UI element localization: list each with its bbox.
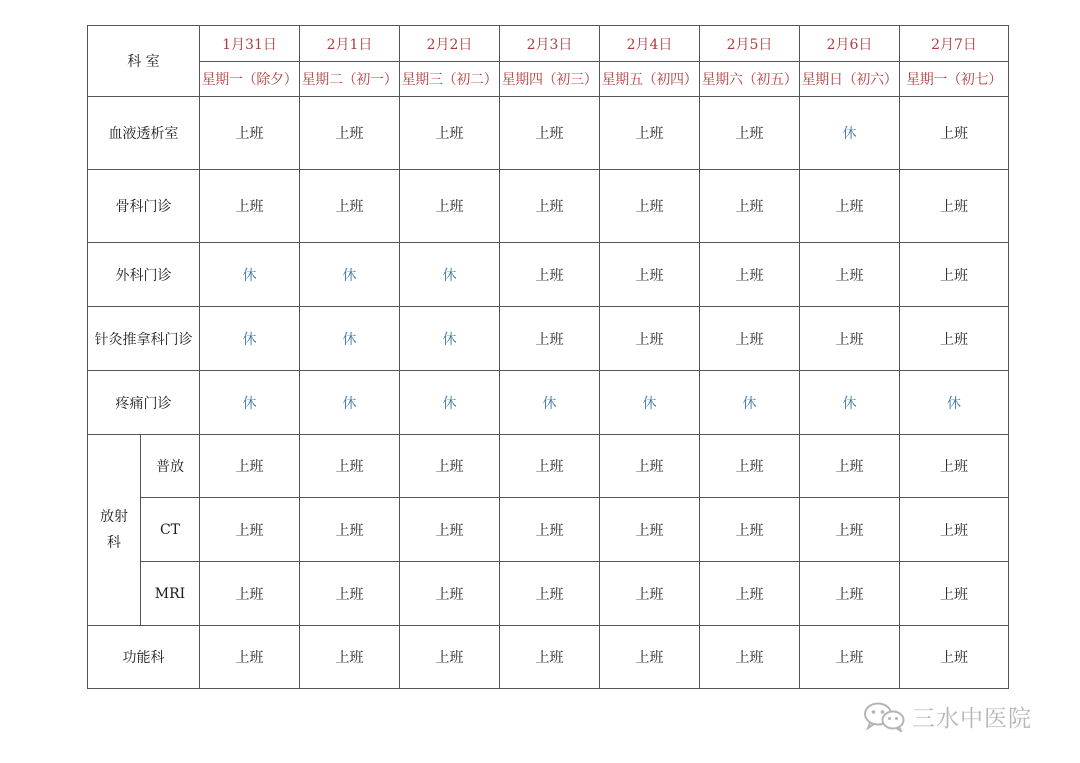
status-cell: 休 <box>300 307 400 371</box>
dept-name-cell: 血液透析室 <box>88 97 200 170</box>
status-cell: 上班 <box>900 307 1009 371</box>
table-row <box>88 626 1009 689</box>
status-cell: 上班 <box>900 626 1009 689</box>
status-cell: 上班 <box>700 97 800 170</box>
status-cell: 上班 <box>900 170 1009 243</box>
weekday-cell: 星期日（初六） <box>800 62 900 97</box>
status-cell: 上班 <box>800 626 900 689</box>
weekday-cell: 星期一（初七） <box>900 62 1009 97</box>
status-cell: 上班 <box>200 170 300 243</box>
status-cell: 休 <box>700 371 800 435</box>
status-cell: 上班 <box>300 498 400 562</box>
status-cell: 上班 <box>700 243 800 307</box>
status-cell: 上班 <box>600 626 700 689</box>
status-cell: 上班 <box>300 97 400 170</box>
status-cell: 上班 <box>800 562 900 626</box>
status-cell: 休 <box>200 371 300 435</box>
status-cell: 上班 <box>700 498 800 562</box>
date-cell: 2月2日 <box>400 26 500 62</box>
table-row <box>88 170 1009 243</box>
status-cell: 上班 <box>500 498 600 562</box>
status-cell: 休 <box>500 371 600 435</box>
status-cell: 上班 <box>500 435 600 498</box>
status-cell: 上班 <box>800 243 900 307</box>
table-row <box>88 97 1009 170</box>
status-cell: 上班 <box>600 170 700 243</box>
status-cell: 上班 <box>400 97 500 170</box>
status-cell: 上班 <box>600 307 700 371</box>
dept-name-cell: 外科门诊 <box>88 243 200 307</box>
radiology-group-label: 放射科 <box>99 509 128 551</box>
status-cell: 上班 <box>700 170 800 243</box>
status-cell: 休 <box>800 97 900 170</box>
status-cell: 上班 <box>600 435 700 498</box>
status-cell: 上班 <box>200 435 300 498</box>
status-cell: 休 <box>300 243 400 307</box>
date-cell: 1月31日 <box>200 26 300 62</box>
status-cell: 上班 <box>400 435 500 498</box>
status-cell: 上班 <box>300 562 400 626</box>
table-row <box>88 243 1009 307</box>
status-cell: 上班 <box>700 626 800 689</box>
date-cell: 2月3日 <box>500 26 600 62</box>
status-cell: 上班 <box>900 498 1009 562</box>
status-cell: 休 <box>400 307 500 371</box>
status-cell: 上班 <box>200 626 300 689</box>
dept-name-cell: 功能科 <box>88 626 200 689</box>
status-cell: 上班 <box>200 97 300 170</box>
status-cell: 上班 <box>300 626 400 689</box>
status-cell: 上班 <box>800 307 900 371</box>
status-cell: 上班 <box>500 97 600 170</box>
date-cell: 2月7日 <box>900 26 1009 62</box>
status-cell: 上班 <box>500 307 600 371</box>
status-cell: 上班 <box>500 243 600 307</box>
status-cell: 上班 <box>600 97 700 170</box>
status-cell: 上班 <box>400 170 500 243</box>
status-cell: 上班 <box>700 307 800 371</box>
status-cell: 休 <box>600 371 700 435</box>
status-cell: 上班 <box>800 170 900 243</box>
radiology-group-cell <box>88 435 141 626</box>
weekday-cell: 星期六（初五） <box>700 62 800 97</box>
date-cell: 2月6日 <box>800 26 900 62</box>
header-weekday-row <box>88 62 1009 97</box>
status-cell: 休 <box>400 243 500 307</box>
table-row <box>88 371 1009 435</box>
status-cell: 休 <box>900 371 1009 435</box>
status-cell: 上班 <box>700 435 800 498</box>
table-row <box>88 562 1009 626</box>
status-cell: 上班 <box>400 626 500 689</box>
weekday-cell: 星期三（初二） <box>400 62 500 97</box>
status-cell: 上班 <box>900 97 1009 170</box>
sub-dept-name-cell: CT <box>141 498 200 562</box>
dept-name-cell: 疼痛门诊 <box>88 371 200 435</box>
status-cell: 上班 <box>400 498 500 562</box>
status-cell: 上班 <box>200 498 300 562</box>
status-cell: 上班 <box>500 170 600 243</box>
weekday-cell: 星期一（除夕） <box>200 62 300 97</box>
status-cell: 休 <box>200 307 300 371</box>
status-cell: 休 <box>800 371 900 435</box>
table-row <box>88 435 1009 498</box>
dept-name-cell: 针灸推拿科门诊 <box>88 307 200 371</box>
status-cell: 上班 <box>600 243 700 307</box>
status-cell: 上班 <box>800 435 900 498</box>
date-cell: 2月4日 <box>600 26 700 62</box>
dept-name-cell: 骨科门诊 <box>88 170 200 243</box>
sub-dept-name-cell: 普放 <box>141 435 200 498</box>
header-date-row <box>88 26 1009 62</box>
watermark-text: 三水中医院 <box>912 705 1032 732</box>
wechat-icon <box>862 700 906 732</box>
weekday-cell: 星期二（初一） <box>300 62 400 97</box>
status-cell: 上班 <box>900 562 1009 626</box>
status-cell: 上班 <box>900 243 1009 307</box>
dept-header-cell: 科 室 <box>88 26 200 97</box>
weekday-cell: 星期四（初三） <box>500 62 600 97</box>
status-cell: 上班 <box>200 562 300 626</box>
watermark <box>862 700 1032 732</box>
date-cell: 2月5日 <box>700 26 800 62</box>
sub-dept-name-cell: MRI <box>141 562 200 626</box>
status-cell: 上班 <box>800 498 900 562</box>
status-cell: 上班 <box>300 170 400 243</box>
duty-schedule-table <box>87 25 1009 689</box>
status-cell: 上班 <box>500 626 600 689</box>
status-cell: 上班 <box>600 562 700 626</box>
date-cell: 2月1日 <box>300 26 400 62</box>
status-cell: 上班 <box>500 562 600 626</box>
status-cell: 休 <box>300 371 400 435</box>
weekday-cell: 星期五（初四） <box>600 62 700 97</box>
status-cell: 休 <box>200 243 300 307</box>
status-cell: 上班 <box>300 435 400 498</box>
status-cell: 上班 <box>400 562 500 626</box>
status-cell: 上班 <box>900 435 1009 498</box>
status-cell: 上班 <box>600 498 700 562</box>
table-row <box>88 307 1009 371</box>
status-cell: 上班 <box>700 562 800 626</box>
table-row <box>88 498 1009 562</box>
status-cell: 休 <box>400 371 500 435</box>
